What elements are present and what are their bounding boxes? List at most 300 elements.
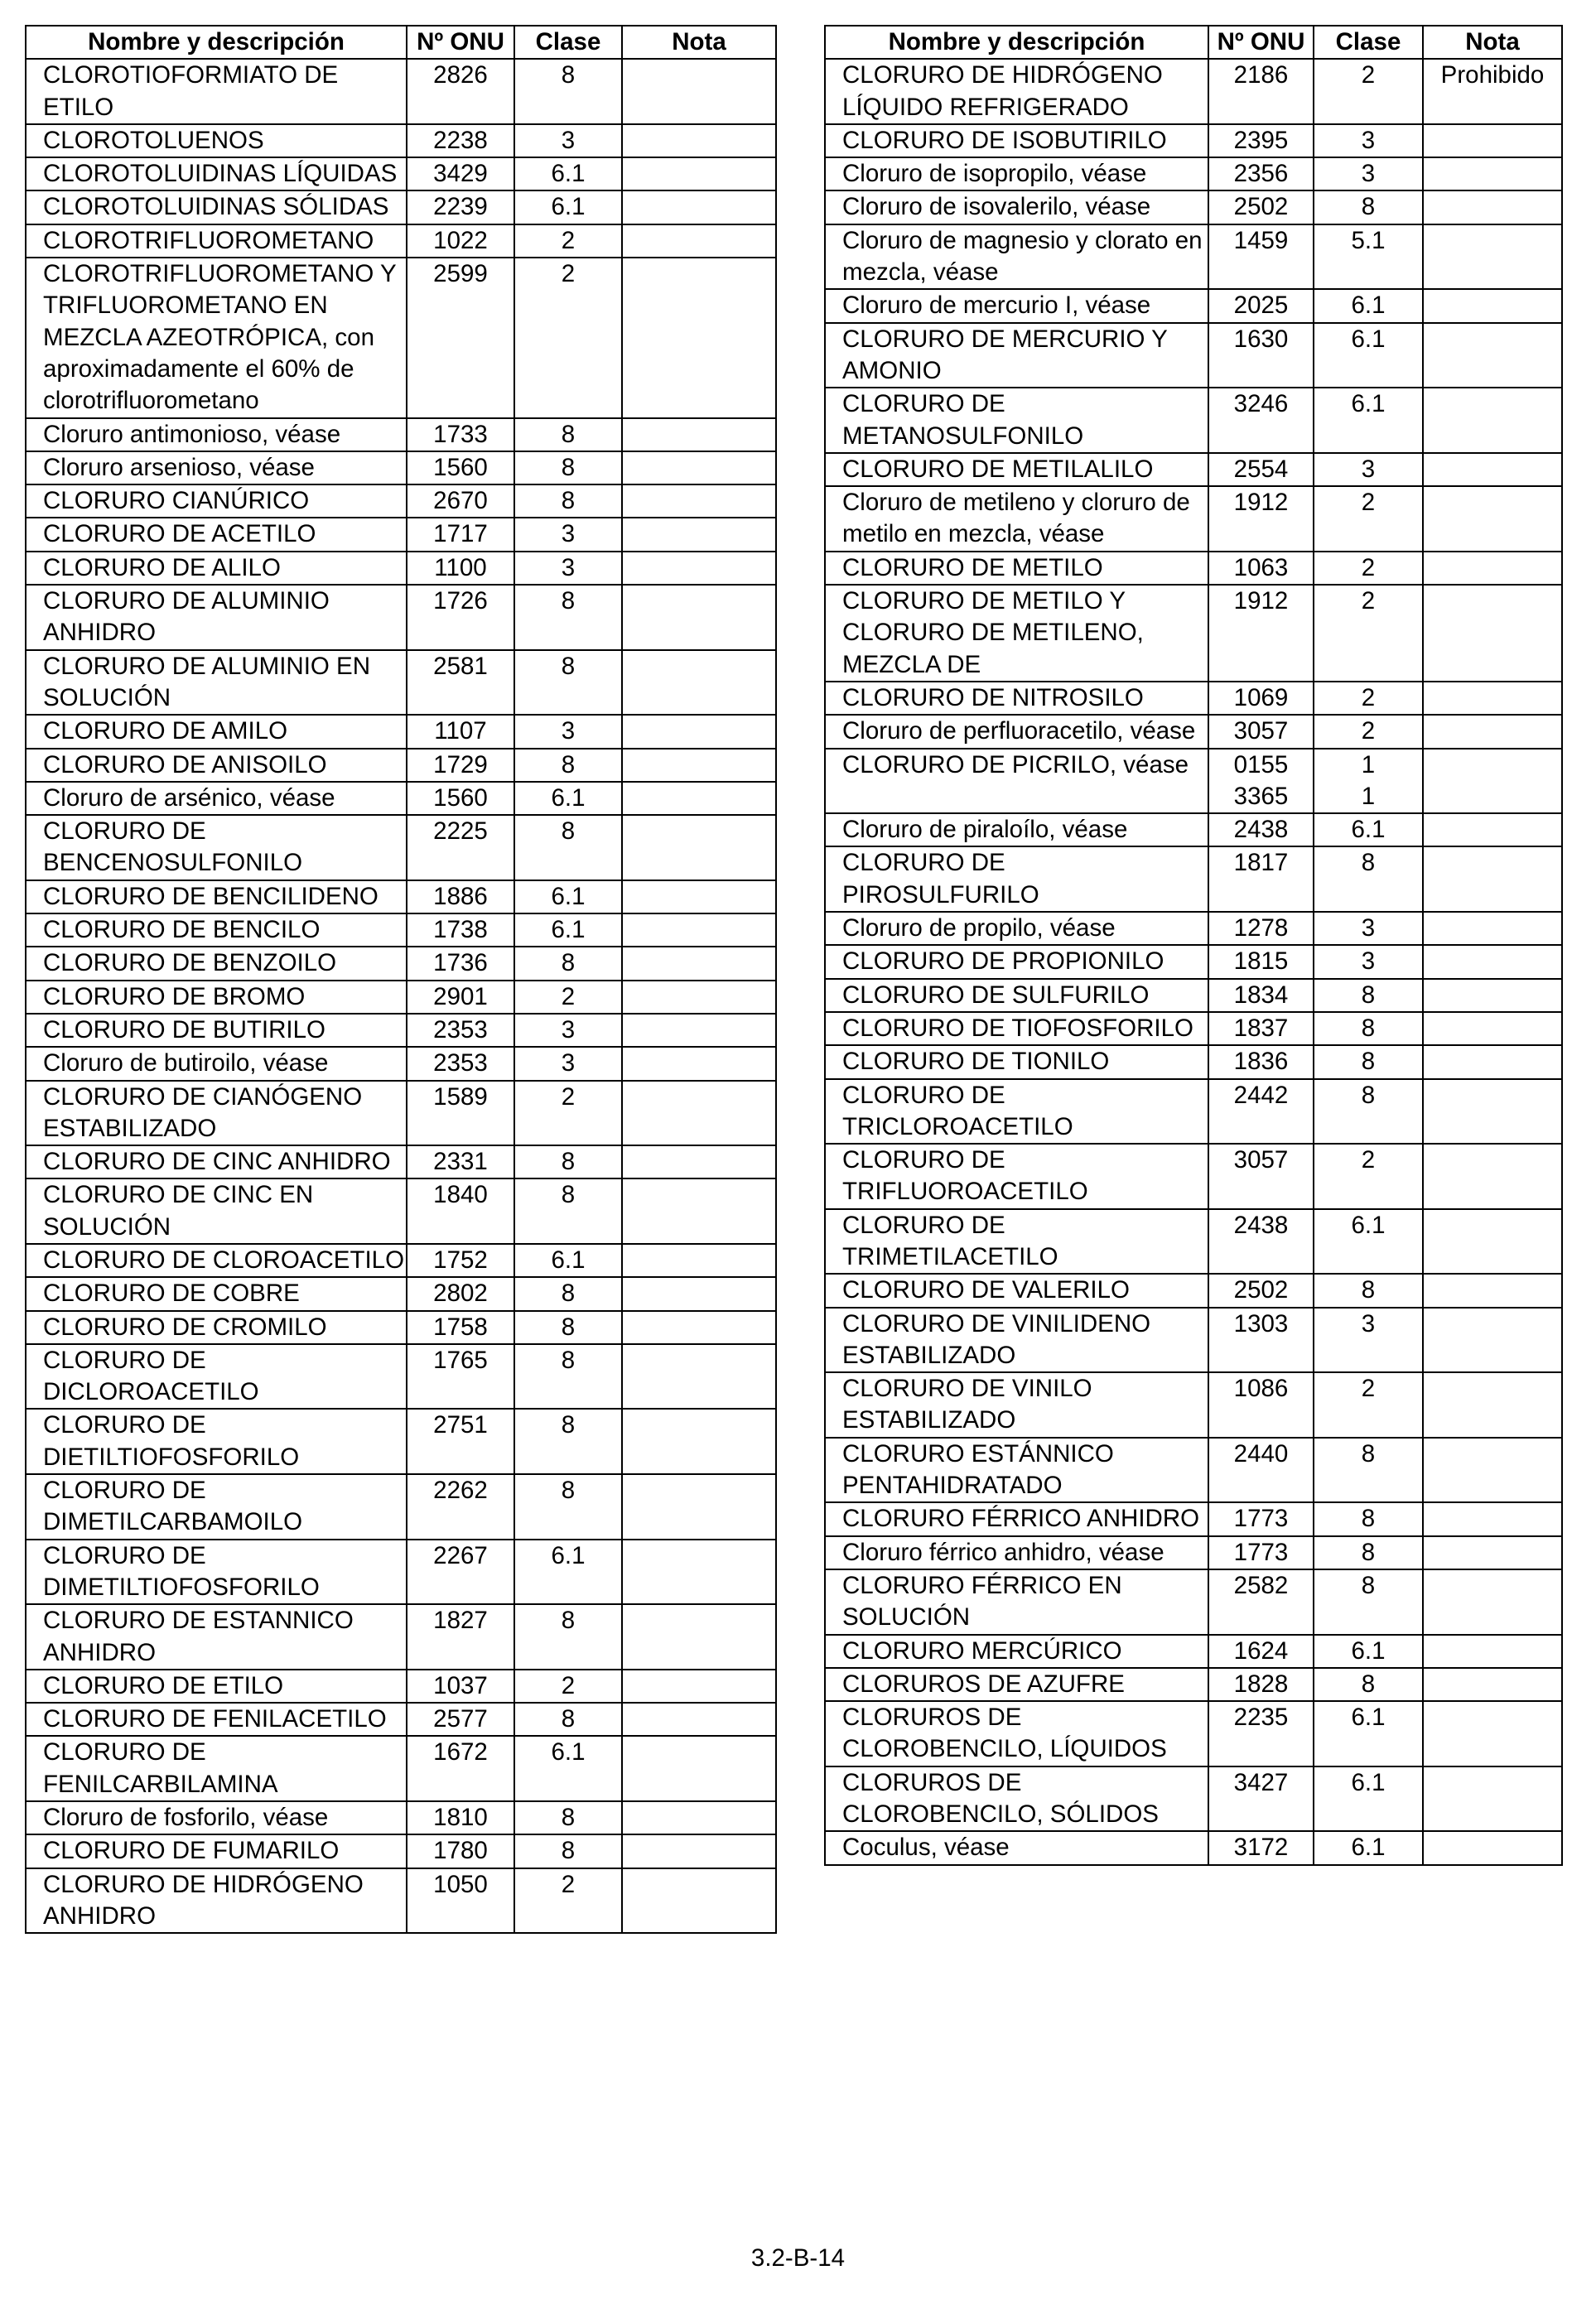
substance-name: Cloruro de piraloílo, véase <box>825 813 1208 846</box>
onu-number: 1752 <box>407 1244 514 1277</box>
table-body-right <box>825 59 1562 1864</box>
substance-name: Cloruro de isovalerilo, véase <box>825 190 1208 224</box>
substance-name: Cloruro de magnesio y clorato en mezcla, véase <box>825 224 1208 290</box>
note <box>1423 157 1562 190</box>
onu-number: 1717 <box>407 518 514 551</box>
onu-number: 1672 <box>407 1736 514 1801</box>
note <box>622 518 776 551</box>
hazard-class: 8 <box>514 1311 622 1344</box>
substance-name: CLORURO DE BENCILIDENO <box>26 880 407 913</box>
onu-number: 1729 <box>407 749 514 782</box>
note <box>622 715 776 748</box>
table-row <box>26 782 776 815</box>
note <box>1423 1766 1562 1832</box>
table-row <box>825 388 1562 453</box>
hazard-class: 2 <box>1314 486 1423 552</box>
table-row <box>26 484 776 518</box>
substance-name: CLORURO DE ACETILO <box>26 518 407 551</box>
note <box>1423 813 1562 846</box>
note <box>622 981 776 1014</box>
note <box>622 418 776 451</box>
table-row <box>825 1372 1562 1438</box>
hazard-class: 3 <box>1314 912 1423 945</box>
note <box>622 585 776 650</box>
table-row <box>825 1209 1562 1275</box>
onu-number: 2262 <box>407 1474 514 1540</box>
hazard-class: 2 <box>514 224 622 258</box>
note <box>1423 1701 1562 1766</box>
table-row <box>26 1409 776 1474</box>
hazard-class: 6.1 <box>1314 813 1423 846</box>
note <box>622 1409 776 1474</box>
note <box>1423 1209 1562 1275</box>
hazard-class: 8 <box>514 650 622 716</box>
substance-name: CLORURO DE ISOBUTIRILO <box>825 124 1208 157</box>
hazard-class: 6.1 <box>1314 1635 1423 1668</box>
hazard-class: 3 <box>514 552 622 585</box>
note <box>622 1178 776 1244</box>
hazard-class: 2 <box>1314 59 1423 124</box>
substance-name: Cloruro arsenioso, véase <box>26 451 407 484</box>
table-row <box>26 1703 776 1736</box>
onu-number: 1773 <box>1208 1502 1314 1535</box>
onu-number: 3057 <box>1208 715 1314 748</box>
note <box>622 880 776 913</box>
substance-name: CLOROTOLUIDINAS SÓLIDAS <box>26 190 407 224</box>
note <box>622 124 776 157</box>
onu-number: 2025 <box>1208 289 1314 322</box>
onu-number: 2186 <box>1208 59 1314 124</box>
hazard-class: 6.1 <box>514 1244 622 1277</box>
substance-name: CLORURO DE DIMETILTIOFOSFORILO <box>26 1540 407 1605</box>
table-row <box>26 880 776 913</box>
table-row <box>26 418 776 451</box>
onu-number: 1817 <box>1208 846 1314 912</box>
table-row <box>825 224 1562 290</box>
table-row <box>825 1012 1562 1045</box>
hazard-class: 8 <box>1314 1536 1423 1569</box>
substance-name: CLORURO DE METILO <box>825 552 1208 585</box>
onu-number: 2353 <box>407 1047 514 1080</box>
hazard-class: 1 1 <box>1314 749 1423 814</box>
table-row <box>26 190 776 224</box>
substance-name: CLOROTIOFORMIATO DE ETILO <box>26 59 407 124</box>
note <box>622 190 776 224</box>
substance-name: CLORURO DE ANISOILO <box>26 749 407 782</box>
onu-number: 2235 <box>1208 1701 1314 1766</box>
hazard-class: 3 <box>514 715 622 748</box>
onu-number: 2442 <box>1208 1079 1314 1145</box>
onu-number: 3172 <box>1208 1831 1314 1864</box>
substance-name: Cloruro de propilo, véase <box>825 912 1208 945</box>
note <box>622 1474 776 1540</box>
onu-number: 0155 3365 <box>1208 749 1314 814</box>
table-row <box>26 1178 776 1244</box>
substance-name: CLORURO DE HIDRÓGENO LÍQUIDO REFRIGERADO <box>825 59 1208 124</box>
hazard-class: 3 <box>1314 157 1423 190</box>
note <box>622 1311 776 1344</box>
note <box>622 157 776 190</box>
onu-number: 2502 <box>1208 1274 1314 1307</box>
onu-number: 1815 <box>1208 945 1314 978</box>
table-row <box>26 1868 776 1934</box>
substance-name: CLORURO DE BROMO <box>26 981 407 1014</box>
onu-number: 1827 <box>407 1604 514 1670</box>
substance-name: CLOROTOLUIDINAS LÍQUIDAS <box>26 157 407 190</box>
note <box>1423 1144 1562 1209</box>
hazard-class: 2 <box>514 981 622 1014</box>
table-header-row <box>26 26 776 59</box>
substance-name: CLORURO DE TIOFOSFORILO <box>825 1012 1208 1045</box>
onu-number: 1050 <box>407 1868 514 1934</box>
hazard-class: 8 <box>1314 979 1423 1012</box>
note <box>622 1014 776 1047</box>
hazard-class: 8 <box>1314 1438 1423 1503</box>
note <box>1423 1308 1562 1373</box>
note <box>1423 1569 1562 1635</box>
substance-name: CLORURO DE DICLOROACETILO <box>26 1344 407 1410</box>
substance-name: CLORURO DE FENILACETILO <box>26 1703 407 1736</box>
table-row <box>26 585 776 650</box>
onu-number: 1886 <box>407 880 514 913</box>
note <box>1423 1635 1562 1668</box>
substance-name: CLORURO DE CROMILO <box>26 1311 407 1344</box>
hazard-class: 2 <box>1314 585 1423 682</box>
onu-number: 2582 <box>1208 1569 1314 1635</box>
onu-number: 1840 <box>407 1178 514 1244</box>
hazard-class: 8 <box>514 451 622 484</box>
hazard-class: 8 <box>514 1801 622 1834</box>
note <box>1423 585 1562 682</box>
onu-number: 1624 <box>1208 1635 1314 1668</box>
note <box>622 650 776 716</box>
onu-number: 1912 <box>1208 585 1314 682</box>
hazard-class: 2 <box>1314 552 1423 585</box>
substance-name: CLORURO DE BENCILO <box>26 913 407 947</box>
hazard-class: 3 <box>514 1014 622 1047</box>
substance-name: CLORURO DE FENILCARBILAMINA <box>26 1736 407 1801</box>
table-row <box>26 1145 776 1178</box>
onu-number: 1726 <box>407 585 514 650</box>
substance-name: Cloruro de butiroilo, véase <box>26 1047 407 1080</box>
onu-number: 3057 <box>1208 1144 1314 1209</box>
onu-number: 1022 <box>407 224 514 258</box>
substance-name: CLORURO DE ETILO <box>26 1670 407 1703</box>
substance-name: CLORURO CIANÚRICO <box>26 484 407 518</box>
table-row <box>825 1635 1562 1668</box>
note <box>1423 749 1562 814</box>
table-row <box>26 1311 776 1344</box>
hazard-class: 6.1 <box>1314 289 1423 322</box>
header-nota: Nota <box>622 26 776 59</box>
substance-name: CLORURO DE VINILIDENO ESTABILIZADO <box>825 1308 1208 1373</box>
table-row <box>825 1308 1562 1373</box>
onu-number: 3429 <box>407 157 514 190</box>
table-row <box>26 1244 776 1277</box>
table-row <box>26 518 776 551</box>
table-row <box>825 1766 1562 1832</box>
onu-number: 2599 <box>407 258 514 417</box>
hazard-class: 6.1 <box>514 782 622 815</box>
hazard-class: 8 <box>514 1145 622 1178</box>
table-row <box>26 1736 776 1801</box>
onu-number: 1828 <box>1208 1668 1314 1701</box>
onu-number: 1107 <box>407 715 514 748</box>
hazard-class: 2 <box>514 1868 622 1934</box>
header-clase: Clase <box>514 26 622 59</box>
onu-number: 1780 <box>407 1834 514 1868</box>
table-row <box>825 682 1562 715</box>
substance-name: CLORURO DE TRIFLUOROACETILO <box>825 1144 1208 1209</box>
hazard-class: 8 <box>514 1834 622 1868</box>
substance-name: CLORURO DE PICRILO, véase <box>825 749 1208 814</box>
onu-number: 1765 <box>407 1344 514 1410</box>
hazard-class: 8 <box>514 1474 622 1540</box>
substance-name: CLORURO DE VALERILO <box>825 1274 1208 1307</box>
note <box>622 224 776 258</box>
onu-number: 2356 <box>1208 157 1314 190</box>
substance-name: CLOROTRIFLUOROMETANO Y TRIFLUOROMETANO EN MEZCLA AZEOTRÓPICA, con aproximadamente el 60% de clorotrifluorometano <box>26 258 407 417</box>
table-row <box>26 224 776 258</box>
substance-name: CLORURO DE CLOROACETILO <box>26 1244 407 1277</box>
substance-name: CLORURO DE METANOSULFONILO <box>825 388 1208 453</box>
note <box>1423 486 1562 552</box>
substance-name: CLORURO DE CIANÓGENO ESTABILIZADO <box>26 1081 407 1146</box>
onu-number: 2395 <box>1208 124 1314 157</box>
hazard-class: 8 <box>1314 1045 1423 1078</box>
table-row <box>26 1604 776 1670</box>
substance-name: CLORURO FÉRRICO ANHIDRO <box>825 1502 1208 1535</box>
hazard-class: 6.1 <box>514 880 622 913</box>
onu-number: 1278 <box>1208 912 1314 945</box>
hazard-class: 8 <box>1314 1668 1423 1701</box>
onu-number: 1303 <box>1208 1308 1314 1373</box>
onu-number: 1773 <box>1208 1536 1314 1569</box>
hazard-class: 2 <box>514 1670 622 1703</box>
note <box>622 484 776 518</box>
note <box>1423 846 1562 912</box>
note <box>622 258 776 417</box>
table-row <box>26 258 776 417</box>
hazard-class: 3 <box>514 1047 622 1080</box>
note <box>1423 1079 1562 1145</box>
note <box>1423 1831 1562 1864</box>
table-row <box>26 451 776 484</box>
note <box>622 1277 776 1310</box>
table-row <box>825 912 1562 945</box>
table-row <box>825 157 1562 190</box>
header-nota: Nota <box>1423 26 1562 59</box>
substance-name: CLORURO DE SULFURILO <box>825 979 1208 1012</box>
note <box>622 1604 776 1670</box>
hazard-class: 6.1 <box>514 1736 622 1801</box>
substance-name: CLORUROS DE AZUFRE <box>825 1668 1208 1701</box>
note <box>622 1540 776 1605</box>
note <box>622 749 776 782</box>
table-row <box>825 749 1562 814</box>
hazard-class: 8 <box>514 1604 622 1670</box>
onu-number: 3427 <box>1208 1766 1314 1832</box>
note <box>622 815 776 880</box>
hazard-class: 6.1 <box>1314 1831 1423 1864</box>
hazard-class: 8 <box>514 1703 622 1736</box>
note <box>1423 1372 1562 1438</box>
substance-name: CLORURO DE ESTANNICO ANHIDRO <box>26 1604 407 1670</box>
onu-number: 2238 <box>407 124 514 157</box>
substance-name: CLORURO DE MERCURIO Y AMONIO <box>825 323 1208 388</box>
hazard-class: 3 <box>1314 945 1423 978</box>
hazard-class: 6.1 <box>1314 1701 1423 1766</box>
onu-number: 1736 <box>407 947 514 980</box>
note <box>1423 1438 1562 1503</box>
hazard-class: 6.1 <box>514 190 622 224</box>
onu-number: 1758 <box>407 1311 514 1344</box>
hazmat-table-left <box>25 25 777 1934</box>
substance-name: CLORUROS DE CLOROBENCILO, LÍQUIDOS <box>825 1701 1208 1766</box>
note <box>1423 453 1562 486</box>
note <box>1423 552 1562 585</box>
hazard-class: 2 <box>1314 715 1423 748</box>
header-name: Nombre y descripción <box>26 26 407 59</box>
onu-number: 2438 <box>1208 813 1314 846</box>
note <box>622 552 776 585</box>
substance-name: Cloruro antimonioso, véase <box>26 418 407 451</box>
table-row <box>26 981 776 1014</box>
table-row <box>825 190 1562 224</box>
hazard-class: 8 <box>514 749 622 782</box>
substance-name: CLORURO DE ALILO <box>26 552 407 585</box>
hazard-class: 8 <box>514 1344 622 1410</box>
header-onu: Nº ONU <box>1208 26 1314 59</box>
note <box>1423 1536 1562 1569</box>
note <box>622 1344 776 1410</box>
table-row <box>26 1834 776 1868</box>
onu-number: 1069 <box>1208 682 1314 715</box>
note <box>1423 289 1562 322</box>
table-row <box>825 1045 1562 1078</box>
table-row <box>825 323 1562 388</box>
hazard-class: 8 <box>1314 190 1423 224</box>
note <box>622 1145 776 1178</box>
onu-number: 3246 <box>1208 388 1314 453</box>
table-row <box>825 846 1562 912</box>
substance-name: CLORURO DE BENZOILO <box>26 947 407 980</box>
note <box>1423 388 1562 453</box>
onu-number: 1738 <box>407 913 514 947</box>
table-body-left <box>26 59 776 1933</box>
hazard-class: 8 <box>514 585 622 650</box>
onu-number: 1100 <box>407 552 514 585</box>
table-row <box>825 1536 1562 1569</box>
onu-number: 2440 <box>1208 1438 1314 1503</box>
hazard-class: 2 <box>514 1081 622 1146</box>
note <box>1423 1012 1562 1045</box>
onu-number: 1810 <box>407 1801 514 1834</box>
substance-name: CLORURO DE DIMETILCARBAMOILO <box>26 1474 407 1540</box>
table-row <box>825 715 1562 748</box>
substance-name: CLORURO DE COBRE <box>26 1277 407 1310</box>
note <box>1423 682 1562 715</box>
table-row <box>26 913 776 947</box>
hazard-class: 2 <box>1314 1372 1423 1438</box>
table-row <box>26 1801 776 1834</box>
hazard-class: 3 <box>1314 1308 1423 1373</box>
hazard-class: 6.1 <box>514 1540 622 1605</box>
onu-number: 2438 <box>1208 1209 1314 1275</box>
substance-name: Coculus, véase <box>825 1831 1208 1864</box>
note <box>622 913 776 947</box>
substance-name: Cloruro de perfluoracetilo, véase <box>825 715 1208 748</box>
note <box>1423 124 1562 157</box>
hazard-class: 8 <box>514 1178 622 1244</box>
hazard-class: 6.1 <box>514 913 622 947</box>
substance-name: CLORURO DE METILO Y CLORURO DE METILENO, MEZCLA DE <box>825 585 1208 682</box>
onu-number: 2554 <box>1208 453 1314 486</box>
note <box>622 1081 776 1146</box>
hazard-class: 8 <box>514 815 622 880</box>
substance-name: CLORURO DE BUTIRILO <box>26 1014 407 1047</box>
onu-number: 1560 <box>407 451 514 484</box>
note <box>622 782 776 815</box>
onu-number: 2239 <box>407 190 514 224</box>
table-row <box>26 1540 776 1605</box>
note <box>1423 1045 1562 1078</box>
table-row <box>825 289 1562 322</box>
hazard-class: 6.1 <box>514 157 622 190</box>
onu-number: 2581 <box>407 650 514 716</box>
note <box>1423 715 1562 748</box>
onu-number: 2353 <box>407 1014 514 1047</box>
substance-name: CLORURO DE CINC ANHIDRO <box>26 1145 407 1178</box>
substance-name: CLORURO DE TRICLOROACETILO <box>825 1079 1208 1145</box>
hazard-class: 6.1 <box>1314 1209 1423 1275</box>
note <box>1423 1274 1562 1307</box>
table-row <box>825 945 1562 978</box>
onu-number: 2331 <box>407 1145 514 1178</box>
table-row <box>26 650 776 716</box>
onu-number: 2267 <box>407 1540 514 1605</box>
note <box>622 1801 776 1834</box>
substance-name: CLORURO DE DIETILTIOFOSFORILO <box>26 1409 407 1474</box>
onu-number: 1630 <box>1208 323 1314 388</box>
substance-name: CLOROTOLUENOS <box>26 124 407 157</box>
hazard-class: 8 <box>1314 1502 1423 1535</box>
onu-number: 1836 <box>1208 1045 1314 1078</box>
hazard-class: 6.1 <box>1314 388 1423 453</box>
substance-name: CLORURO DE HIDRÓGENO ANHIDRO <box>26 1868 407 1934</box>
note <box>622 1703 776 1736</box>
hazard-class: 8 <box>514 947 622 980</box>
table-row <box>26 124 776 157</box>
substance-name: CLORURO DE METILALILO <box>825 453 1208 486</box>
onu-number: 1063 <box>1208 552 1314 585</box>
table-row <box>825 1569 1562 1635</box>
note <box>1423 979 1562 1012</box>
note <box>622 451 776 484</box>
table-row <box>26 59 776 124</box>
substance-name: Cloruro de isopropilo, véase <box>825 157 1208 190</box>
substance-name: Cloruro de fosforilo, véase <box>26 1801 407 1834</box>
table-row <box>26 157 776 190</box>
header-name: Nombre y descripción <box>825 26 1208 59</box>
table-row <box>26 815 776 880</box>
table-row <box>825 1274 1562 1307</box>
note <box>1423 190 1562 224</box>
table-row <box>26 947 776 980</box>
hazard-class: 3 <box>514 124 622 157</box>
substance-name: Cloruro de mercurio I, véase <box>825 289 1208 322</box>
table-row <box>825 1438 1562 1503</box>
